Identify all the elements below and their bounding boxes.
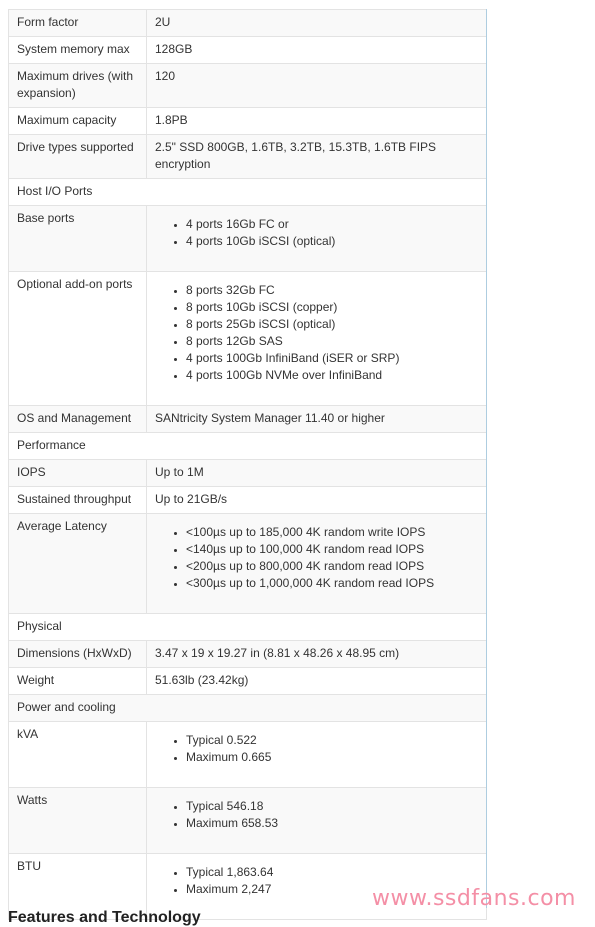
spec-value-list-item: • 8 ports 12Gb SAS: [186, 333, 478, 350]
section-title: Host I/O Ports: [9, 179, 487, 206]
section-heading: Features and Technology: [8, 909, 201, 926]
spec-row: [9, 487, 487, 514]
spec-value: 2U: [147, 10, 487, 37]
watermark-text: www.ssdfans.com: [372, 886, 576, 911]
spec-table: [8, 9, 487, 920]
spec-value-list-item: • <100µs up to 185,000 4K random write IOPS: [186, 524, 478, 541]
section-row: [9, 433, 487, 460]
spec-label: OS and Management: [9, 406, 147, 433]
spec-label: Dimensions (HxWxD): [9, 641, 147, 668]
spec-label: Drive types supported: [9, 135, 147, 179]
spec-row: [9, 206, 487, 272]
spec-value-list-item: • 4 ports 16Gb FC or: [186, 216, 478, 233]
spec-value: 128GB: [147, 37, 487, 64]
spec-value: [147, 206, 487, 272]
spec-label: Watts: [9, 788, 147, 854]
spec-label: Form factor: [9, 10, 147, 37]
spec-label: Maximum capacity: [9, 108, 147, 135]
spec-value: 1.8PB: [147, 108, 487, 135]
spec-value-list-item: • Maximum 0.665: [186, 749, 478, 766]
spec-value: 120: [147, 64, 487, 108]
spec-value-list: [155, 792, 478, 848]
spec-value-list-item: • 8 ports 10Gb iSCSI (copper): [186, 299, 478, 316]
spec-row: [9, 788, 487, 854]
spec-label: Sustained throughput: [9, 487, 147, 514]
spec-value: Up to 21GB/s: [147, 487, 487, 514]
spec-value: SANtricity System Manager 11.40 or higher: [147, 406, 487, 433]
spec-value-list: [155, 518, 478, 608]
spec-value: [147, 788, 487, 854]
spec-value-list-item: • 4 ports 10Gb iSCSI (optical): [186, 233, 478, 250]
spec-value-list-item: • <300µs up to 1,000,000 4K random read IOPS: [186, 575, 478, 592]
spec-value-list-item: • 4 ports 100Gb NVMe over InfiniBand: [186, 367, 478, 384]
spec-row: [9, 108, 487, 135]
spec-value-list-item: • Maximum 2,247: [186, 881, 478, 898]
spec-label: Optional add-on ports: [9, 272, 147, 406]
spec-label: Average Latency: [9, 514, 147, 614]
spec-label: System memory max: [9, 37, 147, 64]
spec-label: Base ports: [9, 206, 147, 272]
spec-value: [147, 272, 487, 406]
section-title: Performance: [9, 433, 487, 460]
spec-row: [9, 641, 487, 668]
table-right-border: [486, 9, 487, 908]
spec-value-list: [155, 726, 478, 782]
spec-label: Weight: [9, 668, 147, 695]
spec-value-list: [155, 276, 478, 400]
spec-value-list-item: • Maximum 658.53: [186, 815, 478, 832]
spec-value-list-item: • <140µs up to 100,000 4K random read IOPS: [186, 541, 478, 558]
spec-value-list-item: • <200µs up to 800,000 4K random read IOPS: [186, 558, 478, 575]
spec-row: [9, 10, 487, 37]
section-row: [9, 695, 487, 722]
spec-value-list-item: • 4 ports 100Gb InfiniBand (iSER or SRP): [186, 350, 478, 367]
spec-row: [9, 272, 487, 406]
section-row: [9, 179, 487, 206]
spec-value-list-item: • Typical 0.522: [186, 732, 478, 749]
spec-row: [9, 722, 487, 788]
spec-value-list-item: • Typical 546.18: [186, 798, 478, 815]
spec-label: kVA: [9, 722, 147, 788]
spec-value: 3.47 x 19 x 19.27 in (8.81 x 48.26 x 48.95 cm): [147, 641, 487, 668]
spec-value: 51.63lb (23.42kg): [147, 668, 487, 695]
section-title: Physical: [9, 614, 487, 641]
spec-value-list-item: • Typical 1,863.64: [186, 864, 478, 881]
section-title: Power and cooling: [9, 695, 487, 722]
spec-row: [9, 37, 487, 64]
spec-value-list-item: • 8 ports 25Gb iSCSI (optical): [186, 316, 478, 333]
spec-value: 2.5" SSD 800GB, 1.6TB, 3.2TB, 15.3TB, 1.6TB FIPS encryption: [147, 135, 487, 179]
spec-row: [9, 460, 487, 487]
spec-row: [9, 135, 487, 179]
spec-label: BTU: [9, 854, 147, 920]
spec-value: Up to 1M: [147, 460, 487, 487]
spec-value: [147, 514, 487, 614]
spec-row: [9, 514, 487, 614]
spec-label: IOPS: [9, 460, 147, 487]
spec-label: Maximum drives (with expansion): [9, 64, 147, 108]
spec-row: [9, 668, 487, 695]
spec-value-list: [155, 210, 478, 266]
spec-value: [147, 722, 487, 788]
spec-value-list-item: • 8 ports 32Gb FC: [186, 282, 478, 299]
spec-row: [9, 406, 487, 433]
spec-table-body: [9, 10, 487, 920]
section-row: [9, 614, 487, 641]
spec-row: [9, 64, 487, 108]
